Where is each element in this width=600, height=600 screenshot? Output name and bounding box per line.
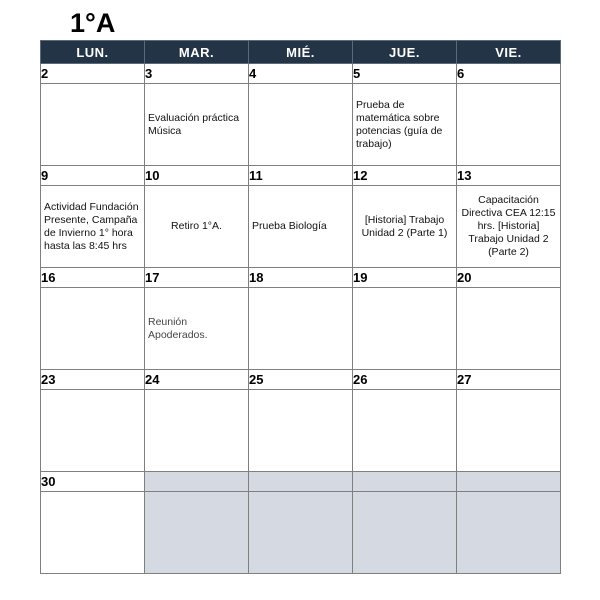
day-cell [41, 186, 145, 268]
event-row [41, 492, 561, 574]
day-number: 25 [249, 370, 353, 390]
weekday-header: LUN. [41, 41, 145, 64]
weekday-header-row [41, 41, 561, 64]
day-number: 18 [249, 268, 353, 288]
day-cell [145, 186, 249, 268]
event-row [41, 288, 561, 370]
day-number: 12 [353, 166, 457, 186]
page-title: 1°A [70, 8, 116, 38]
date-row [41, 64, 561, 84]
event-text: Retiro 1°A. [171, 220, 222, 232]
day-cell [457, 390, 561, 472]
day-number: 27 [457, 370, 561, 390]
day-cell [457, 186, 561, 268]
empty-day-number [353, 472, 457, 492]
day-cell [457, 288, 561, 370]
day-number: 13 [457, 166, 561, 186]
day-number: 26 [353, 370, 457, 390]
day-number: 6 [457, 64, 561, 84]
day-cell [41, 288, 145, 370]
empty-day-number [457, 472, 561, 492]
day-number: 5 [353, 64, 457, 84]
day-number: 20 [457, 268, 561, 288]
day-number: 23 [41, 370, 145, 390]
day-cell [457, 84, 561, 166]
empty-day-cell [145, 492, 249, 574]
event-row [41, 186, 561, 268]
weekday-header: VIE. [457, 41, 561, 64]
day-cell [145, 288, 249, 370]
day-number: 17 [145, 268, 249, 288]
day-number: 4 [249, 64, 353, 84]
day-cell [353, 186, 457, 268]
event-text: [Historia] Trabajo Unidad 2 (Parte 1) [361, 213, 448, 239]
day-cell [145, 84, 249, 166]
calendar-table [40, 40, 561, 574]
day-number: 16 [41, 268, 145, 288]
day-cell [353, 84, 457, 166]
day-number: 30 [41, 472, 145, 492]
day-cell [249, 186, 353, 268]
event-text: Reunión Apoderados. [148, 315, 208, 341]
day-cell [249, 84, 353, 166]
day-cell [249, 390, 353, 472]
event-text: Capacitación Directiva CEA 12:15 hrs. [Historia] Trabajo Unidad 2 (Parte 2) [461, 194, 556, 258]
day-cell [41, 492, 145, 574]
date-row [41, 472, 561, 492]
empty-day-cell [249, 492, 353, 574]
day-number: 2 [41, 64, 145, 84]
event-text: Actividad Fundación Presente, Campaña de Invierno 1° hora hasta las 8:45 hrs [44, 200, 139, 252]
day-number: 3 [145, 64, 249, 84]
day-number: 11 [249, 166, 353, 186]
day-number: 19 [353, 268, 457, 288]
event-text: Prueba Biología [252, 220, 327, 232]
empty-day-cell [457, 492, 561, 574]
day-number: 9 [41, 166, 145, 186]
event-row [41, 390, 561, 472]
date-row [41, 268, 561, 288]
day-cell [249, 288, 353, 370]
weekday-header: MIÉ. [249, 41, 353, 64]
day-cell [353, 288, 457, 370]
day-cell [353, 390, 457, 472]
day-cell [145, 390, 249, 472]
date-row [41, 370, 561, 390]
day-number: 24 [145, 370, 249, 390]
event-text: Evaluación práctica Música [148, 111, 240, 137]
event-row [41, 84, 561, 166]
empty-day-cell [353, 492, 457, 574]
event-text: Prueba de matemática sobre potencias (guía de trabajo) [356, 98, 443, 150]
empty-day-number [145, 472, 249, 492]
day-number: 10 [145, 166, 249, 186]
weekday-header: JUE. [353, 41, 457, 64]
date-row [41, 166, 561, 186]
day-cell [41, 84, 145, 166]
empty-day-number [249, 472, 353, 492]
weekday-header: MAR. [145, 41, 249, 64]
day-cell [41, 390, 145, 472]
